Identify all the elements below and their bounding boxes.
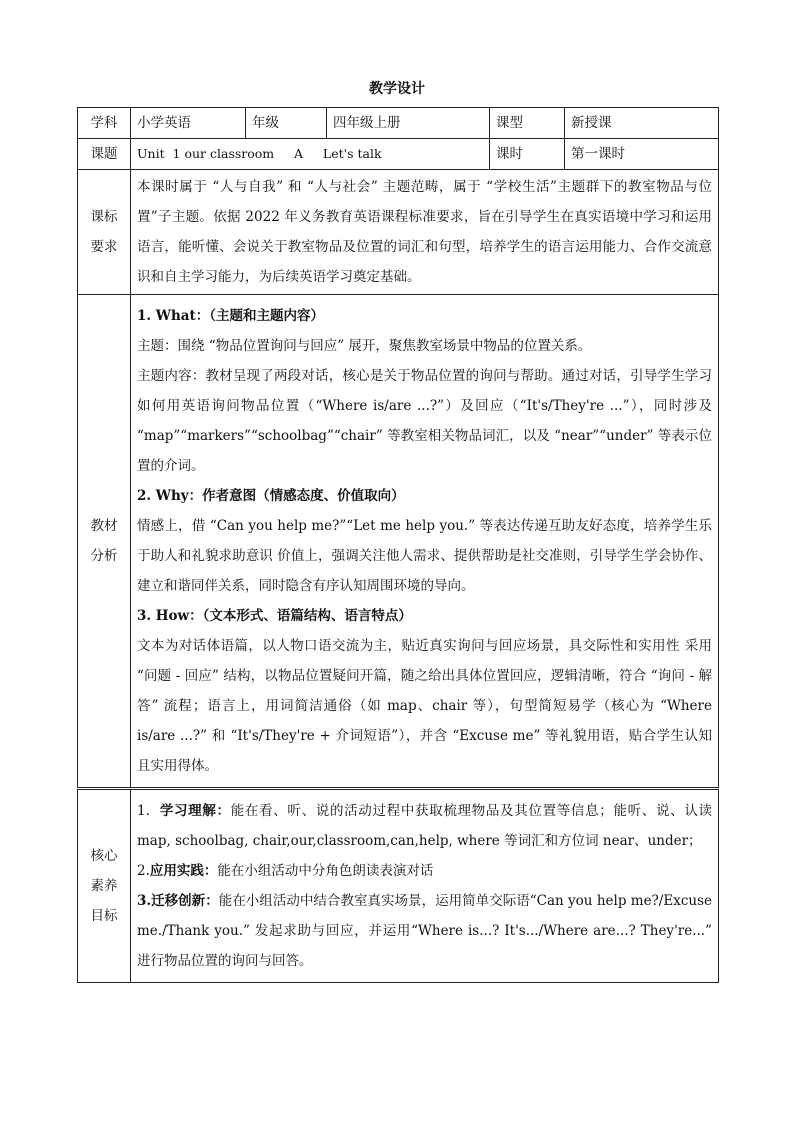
goals-cell [131,789,719,983]
table-row-analysis [78,295,719,789]
goal-3 [137,886,712,976]
why-text: 情感上，借 “Can you help me?”“Let me help you.” 等表达传递互助友好态度，培养学生乐于助人和礼貌求助意识 价值上，强调关注他人需求、提供帮助是社交准则，引导学生学会协作、建立和谐同伴关系，同时隐含有序认知周围环境的导向。 [137,518,712,594]
goals-label-line1: 核心 [90,848,118,864]
goal-2 [137,856,712,886]
page-title: 教学设计 [369,81,425,97]
goal-3-text: 能在小组活动中结合教室真实场景，运用简单交际语“Can you help me?/Excuse me./Thank you.” 发起求助与回应，并运用“Where is...? It's.../Where are...? They're...” 进行物品位置的询问与回答。 [137,893,712,969]
analysis-label-line1: 教材 [90,518,118,534]
goal-1 [137,796,712,856]
table-row-goals [78,789,719,983]
goal-1-number: 1. [137,803,160,819]
goal-2-text: 能在小组活动中分角色朗读表演对话 [217,863,434,879]
period-label: 课时 [490,139,565,170]
subject-value: 小学英语 [131,108,246,139]
standard-label-line2: 要求 [90,239,118,255]
how-text: 文本为对话体语篇，以人物口语交流为主，贴近真实询问与回应场景，具交际性和实用性 采用 “问题 - 回应” 结构，以物品位置疑问开篇，随之给出具体位置回应，逻辑清晰，符合 “询问 - 解答” 流程；语言上，用词简洁通俗（如 map、chair 等），句型简短易学（核心为 “Where is/are ...?” 和 “It's/They're + 介词短语”），并含 “Excuse me” 等礼貌用语，贴合学生认知且实用得体。 [137,638,712,774]
goals-label-line3: 目标 [90,908,118,924]
goal-1-title: 学习理解： [159,803,231,819]
period-value: 第一课时 [565,139,719,170]
standard-cell [131,170,719,295]
goal-3-title: 3.迁移创新： [137,893,219,909]
grade-value: 四年级上册 [327,108,490,139]
subject-label: 学科 [78,108,131,139]
standard-text: 本课时属于 “人与自我” 和 “人与社会” 主题范畴，属于 “学校生活”主题群下的教室物品与位置”子主题。依据 2022 年义务教育英语课程标准要求，旨在引导学生在真实语境中学习和运用语言，能听懂、会说关于教室物品及位置的词汇和句型，培养学生的语言运用能力、合作交流意识和自主学习能力，为后续英语学习奠定基础。 [137,179,712,285]
topic-label: 课题 [78,139,131,170]
table-row-standard [78,170,719,295]
what-heading: 1. What：（主题和主题内容） [137,308,325,324]
type-value: 新授课 [565,108,719,139]
goal-2-title: 应用实践： [149,863,218,879]
why-heading: 2. Why：作者意图（情感态度、价值取向） [137,488,405,504]
analysis-label [78,295,131,789]
table-row-subject [78,108,719,139]
goals-label [78,789,131,983]
how-heading: 3. How：（文本形式、语篇结构、语言特点） [137,608,412,624]
table-row-topic [78,139,719,170]
analysis-label-line2: 分析 [90,548,118,564]
topic-value: Unit 1 our classroom A Let's talk [131,139,490,170]
standard-label-line1: 课标 [90,209,118,225]
goals-label-line2: 素养 [90,878,118,894]
what-theme: 主题：围绕 “物品位置询问与回应” 展开，聚焦教室场景中物品的位置关系。 [137,338,592,354]
standard-label [78,170,131,295]
type-label: 课型 [490,108,565,139]
analysis-cell [131,295,719,789]
grade-label: 年级 [246,108,327,139]
goal-2-number: 2. [137,863,150,879]
what-content: 主题内容：教材呈现了两段对话，核心是关于物品位置的询问与帮助。通过对话，引导学生学习如何用英语询问物品位置（“Where is/are ...?”）及回应（“It's/They're ...”），同时涉及 “map”“markers”“schoolbag”“chair” 等教室相关物品词汇，以及 “near”“under” 等表示位置的介词。 [137,368,712,474]
lesson-plan-table [77,107,719,983]
goal-1-text: 能在看、听、说的活动过程中获取梳理物品及其位置等信息；能听、说、认读 map, schoolbag, chair,our,classroom,can,help, where 等词汇和方位词 near、under； [137,803,713,849]
